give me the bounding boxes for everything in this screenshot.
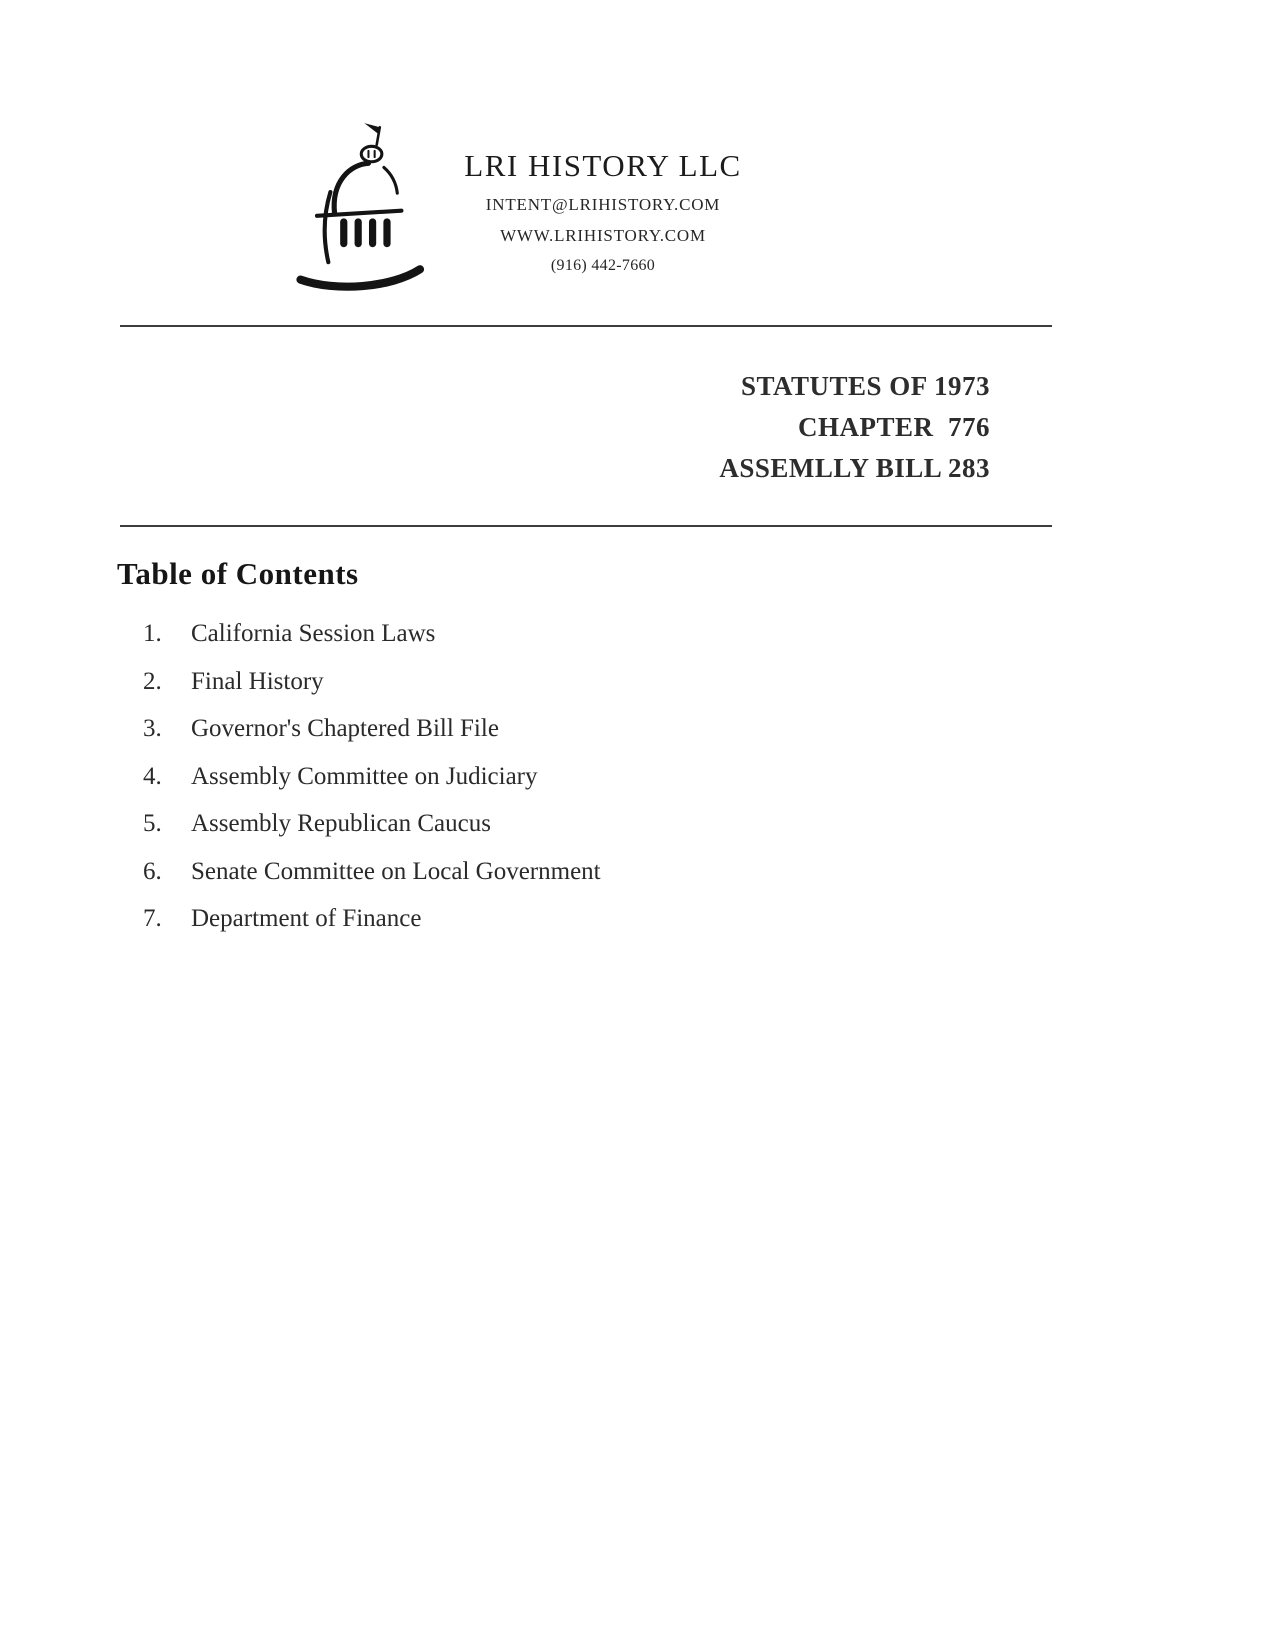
toc-title: Table of Contents bbox=[117, 556, 359, 591]
statute-block bbox=[719, 366, 990, 489]
toc-item-label: Assembly Committee on Judiciary bbox=[191, 762, 538, 790]
company-email: INTENT@LRIHISTORY.COM bbox=[485, 195, 721, 214]
toc-item-number: 5. bbox=[143, 810, 162, 837]
toc-item-label: Department of Finance bbox=[191, 905, 422, 932]
company-name: LRI HISTORY LLC bbox=[464, 148, 742, 183]
toc-item-number: 6. bbox=[143, 857, 162, 885]
toc-item bbox=[143, 810, 601, 858]
toc-item-number: 2. bbox=[143, 667, 162, 695]
toc-item-label: Assembly Republican Caucus bbox=[191, 810, 491, 837]
statute-line-1: STATUTES OF 1973 bbox=[740, 371, 990, 401]
company-phone: (916) 442-7660 bbox=[550, 257, 656, 274]
capitol-logo-icon bbox=[292, 118, 447, 293]
company-header bbox=[448, 148, 758, 275]
company-website: WWW.LRIHISTORY.COM bbox=[500, 226, 706, 245]
toc-item-number: 3. bbox=[143, 715, 162, 742]
divider-bottom bbox=[120, 525, 1052, 527]
toc-item-number: 4. bbox=[143, 762, 162, 790]
toc-item-label: Final History bbox=[191, 667, 324, 695]
toc-item-label: Governor's Chaptered Bill File bbox=[191, 715, 499, 742]
toc-item bbox=[143, 715, 601, 763]
statute-line-3: ASSEMLLY BILL 283 bbox=[719, 453, 990, 483]
toc-item bbox=[143, 620, 601, 668]
divider-top bbox=[120, 325, 1052, 327]
toc-item bbox=[143, 668, 601, 716]
toc-item-number: 7. bbox=[143, 905, 162, 932]
toc-item-label: California Session Laws bbox=[191, 620, 436, 647]
toc-item bbox=[143, 905, 601, 953]
toc-item bbox=[143, 858, 601, 906]
toc-item bbox=[143, 763, 601, 811]
statute-line-2: CHAPTER 776 bbox=[797, 412, 990, 442]
toc-item-label: Senate Committee on Local Government bbox=[191, 857, 601, 885]
toc-list bbox=[143, 620, 601, 953]
toc-item-number: 1. bbox=[143, 620, 162, 647]
